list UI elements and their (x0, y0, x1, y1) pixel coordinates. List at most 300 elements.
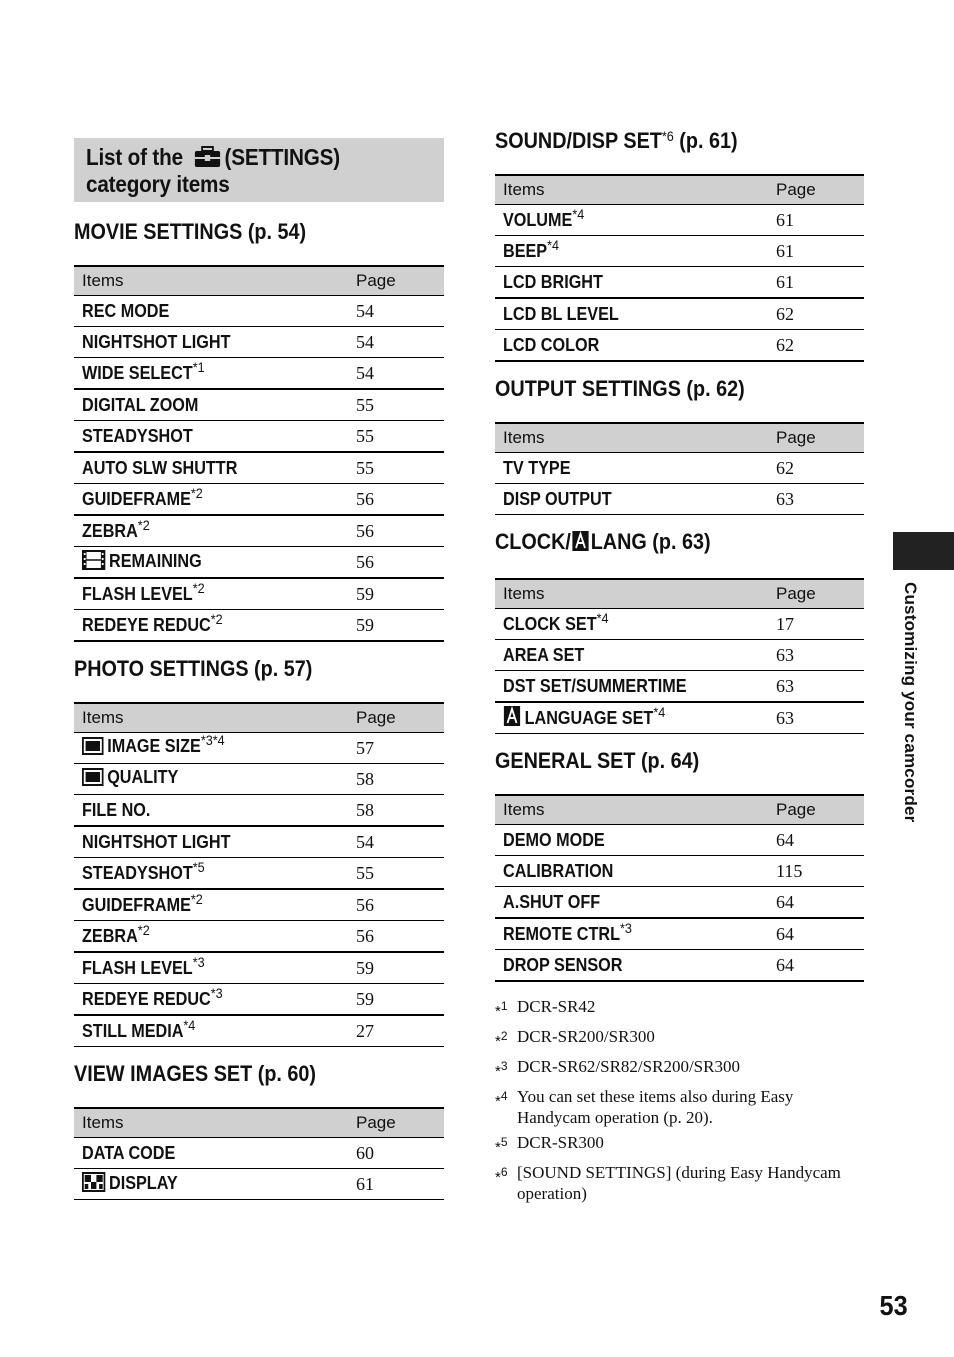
footnote (495, 1162, 864, 1204)
item-cell (74, 921, 356, 953)
column-header-items: Items (495, 423, 776, 453)
page-cell: 55 (356, 858, 444, 890)
table-row (74, 452, 444, 484)
page-cell: 64 (776, 918, 864, 950)
section-heading (74, 219, 407, 245)
table-header-row (74, 266, 444, 296)
settings-section (74, 656, 444, 1047)
item-cell (74, 1169, 356, 1200)
page-cell: 58 (356, 764, 444, 795)
item-footnote-ref: *3 (210, 984, 223, 1001)
item-label-wrap (82, 1143, 175, 1164)
item-name: REC MODE (82, 300, 170, 321)
item-name: NIGHTSHOT LIGHT (82, 831, 231, 852)
item-label-wrap (82, 484, 203, 510)
settings-section (74, 219, 444, 642)
footnote (495, 1026, 864, 1052)
table-row (495, 205, 864, 236)
item-footnote-ref: *2 (190, 484, 203, 501)
page-cell: 56 (356, 484, 444, 516)
item-cell (495, 856, 776, 887)
page-cell: 59 (356, 984, 444, 1016)
item-name: REDEYE REDUC (82, 614, 211, 635)
column-header-items: Items (74, 266, 356, 296)
item-name: AUTO SLW SHUTTR (82, 457, 238, 478)
page-cell: 56 (356, 889, 444, 921)
item-name: LCD COLOR (503, 334, 600, 355)
item-label-wrap (82, 458, 237, 479)
item-name: DIGITAL ZOOM (82, 394, 199, 415)
page-cell: 57 (356, 733, 444, 764)
column-header-page: Page (776, 795, 864, 825)
table-row (74, 610, 444, 642)
settings-table (495, 174, 864, 362)
right-column (495, 128, 864, 1208)
item-label-wrap (503, 830, 605, 851)
item-name: CALIBRATION (503, 860, 614, 881)
page-cell: 115 (776, 856, 864, 887)
table-row (495, 267, 864, 299)
item-label-wrap (503, 489, 612, 510)
page-cell: 56 (356, 547, 444, 579)
item-footnote-ref: *4 (547, 236, 560, 253)
table-header-row (495, 579, 864, 609)
item-cell (495, 671, 776, 703)
column-header-page: Page (356, 703, 444, 733)
item-name: LCD BL LEVEL (503, 303, 619, 324)
item-cell (495, 825, 776, 856)
item-cell (74, 515, 356, 547)
item-cell (74, 795, 356, 827)
section-title-suffix: LANG (p. 63) (590, 529, 711, 554)
table-row (495, 640, 864, 671)
footnote (495, 996, 864, 1022)
table-row (495, 236, 864, 267)
item-label-wrap (82, 921, 150, 947)
page-cell: 62 (776, 330, 864, 362)
page-cell: 27 (356, 1015, 444, 1047)
item-name: CLOCK SET (503, 613, 597, 634)
item-name: REMOTE CTRL (503, 923, 620, 944)
item-footnote-ref: *3 (620, 919, 632, 936)
item-footnote-ref: *2 (137, 516, 150, 533)
page-cell: 54 (356, 826, 444, 858)
item-name: VOLUME (503, 209, 573, 230)
table-row (74, 327, 444, 358)
page-cell: 55 (356, 389, 444, 421)
table-header-row (74, 703, 444, 733)
section-heading (495, 529, 827, 558)
column-header-items: Items (74, 703, 356, 733)
table-row (74, 984, 444, 1016)
page-cell: 59 (356, 610, 444, 642)
item-cell (495, 267, 776, 299)
item-cell (74, 733, 356, 764)
table-row (495, 453, 864, 484)
page-cell: 59 (356, 578, 444, 610)
category-title-box (74, 138, 444, 202)
column-header-items: Items (74, 1108, 356, 1138)
item-name: GUIDEFRAME (82, 894, 191, 915)
item-name: ZEBRA (82, 925, 138, 946)
page-cell: 56 (356, 515, 444, 547)
item-cell (495, 609, 776, 640)
page-cell: 55 (356, 421, 444, 453)
footnote-text: [SOUND SETTINGS] (during Easy Handycam operation) (517, 1163, 841, 1203)
page-cell: 54 (356, 327, 444, 358)
table-row (74, 1169, 444, 1200)
footnote-number: 2 (500, 1029, 508, 1043)
column-header-items: Items (495, 175, 776, 205)
table-row (74, 764, 444, 795)
item-footnote-ref: *2 (190, 890, 203, 907)
item-cell (495, 484, 776, 515)
section-heading (495, 376, 827, 402)
section-title: SOUND/DISP SET (495, 128, 662, 153)
item-cell (74, 484, 356, 516)
item-name: DEMO MODE (503, 829, 605, 850)
item-footnote-ref: *1 (192, 358, 205, 375)
footnote-number: 5 (500, 1135, 508, 1149)
section-heading (495, 128, 827, 154)
item-name: DATA CODE (82, 1142, 176, 1163)
footnote-number: 4 (500, 1089, 508, 1103)
photo-icon (82, 768, 104, 791)
page-number: 53 (879, 1290, 908, 1321)
item-label-wrap (503, 919, 632, 945)
page-cell: 64 (776, 887, 864, 919)
column-header-page: Page (776, 423, 864, 453)
table-header-row (74, 1108, 444, 1138)
table-row (74, 515, 444, 547)
page-cell: 61 (776, 267, 864, 299)
item-label-wrap (82, 332, 231, 353)
column-header-items: Items (495, 579, 776, 609)
page-cell: 64 (776, 825, 864, 856)
footnote-text: DCR-SR200/SR300 (517, 1027, 655, 1046)
page-cell: 62 (776, 298, 864, 330)
item-name: QUALITY (107, 767, 179, 787)
table-row (74, 547, 444, 579)
item-label-wrap (82, 858, 205, 884)
section-heading (495, 748, 827, 774)
footnote-mark: *$^2$ (495, 1029, 508, 1050)
item-label-wrap (503, 458, 571, 479)
section-title: GENERAL SET (p. 64) (495, 748, 700, 773)
item-label-wrap (82, 1172, 178, 1197)
item-label-wrap (82, 516, 150, 542)
item-name: DISP OUTPUT (503, 488, 612, 509)
footnote (495, 1086, 864, 1128)
item-label-wrap (82, 732, 225, 760)
item-name: ZEBRA (82, 520, 138, 541)
table-row (74, 921, 444, 953)
item-footnote-ref: *5 (192, 858, 205, 875)
item-cell (74, 764, 356, 795)
item-cell (74, 421, 356, 453)
item-cell (74, 547, 356, 579)
item-name: A.SHUT OFF (503, 891, 601, 912)
settings-section (495, 748, 864, 982)
item-cell (495, 950, 776, 982)
item-cell (495, 330, 776, 362)
table-row (74, 826, 444, 858)
item-name: REDEYE REDUC (82, 988, 211, 1009)
language-a-icon (503, 705, 521, 732)
chapter-tab-label: Customizing your camcorder (901, 582, 920, 823)
column-header-page: Page (356, 1108, 444, 1138)
footnote (495, 1132, 864, 1158)
table-row (74, 733, 444, 764)
category-title-prefix: List of the (86, 144, 183, 170)
category-title-line2: category items (86, 171, 230, 197)
page-cell: 17 (776, 609, 864, 640)
footnote-mark: *$^6$ (495, 1165, 508, 1186)
item-cell (74, 358, 356, 390)
item-name: LCD BRIGHT (503, 271, 603, 292)
item-label-wrap (503, 205, 585, 231)
page-cell: 63 (776, 640, 864, 671)
section-title: CLOCK/ (495, 529, 571, 554)
item-cell (74, 296, 356, 327)
page-cell: 59 (356, 952, 444, 984)
item-name: FILE NO. (82, 799, 151, 820)
section-title: OUTPUT SETTINGS (p. 62) (495, 376, 745, 401)
table-row (495, 702, 864, 734)
footnote-text: DCR-SR300 (517, 1133, 604, 1152)
photo-icon (82, 737, 104, 760)
footnotes (495, 996, 864, 1204)
item-name: STEADYSHOT (82, 425, 193, 446)
item-cell (74, 826, 356, 858)
item-footnote-ref: *4 (183, 1016, 196, 1033)
item-cell (495, 918, 776, 950)
item-label-wrap (503, 705, 665, 732)
item-label-wrap (503, 304, 619, 325)
item-name: NIGHTSHOT LIGHT (82, 331, 231, 352)
footnote-number: 6 (500, 1165, 508, 1179)
item-name: DISPLAY (109, 1172, 178, 1193)
item-cell (74, 1015, 356, 1047)
page-cell: 58 (356, 795, 444, 827)
table-row (495, 671, 864, 703)
item-name: DROP SENSOR (503, 954, 623, 975)
section-title: MOVIE SETTINGS (p. 54) (74, 219, 307, 244)
footnote (495, 1056, 864, 1082)
settings-section (495, 529, 864, 734)
footnote-mark: *$^4$ (495, 1089, 508, 1110)
item-label-wrap (82, 301, 169, 322)
footnote-text: DCR-SR62/SR82/SR200/SR300 (517, 1057, 740, 1076)
item-label-wrap (503, 335, 599, 356)
settings-section (74, 1061, 444, 1200)
table-row (495, 950, 864, 982)
item-label-wrap (82, 767, 178, 791)
table-row (74, 795, 444, 827)
item-label-wrap (503, 645, 584, 666)
item-cell (495, 236, 776, 267)
table-row (74, 296, 444, 327)
table-row (495, 484, 864, 515)
table-row (495, 330, 864, 362)
section-title-suffix: (p. 61) (673, 128, 738, 153)
item-cell (74, 952, 356, 984)
table-row (74, 484, 444, 516)
item-label-wrap (82, 395, 198, 416)
item-name: GUIDEFRAME (82, 488, 191, 509)
left-column (74, 138, 444, 1200)
table-row (74, 421, 444, 453)
item-cell (74, 858, 356, 890)
language-a-icon (572, 530, 590, 558)
item-cell (74, 578, 356, 610)
page-cell: 64 (776, 950, 864, 982)
item-footnote-ref: *2 (192, 579, 205, 596)
column-header-items: Items (495, 795, 776, 825)
page-cell: 54 (356, 358, 444, 390)
page-cell: 54 (356, 296, 444, 327)
column-header-page: Page (356, 266, 444, 296)
page-cell: 60 (356, 1138, 444, 1169)
settings-table (74, 265, 444, 642)
item-footnote-ref: *2 (210, 610, 223, 627)
item-label-wrap (82, 426, 193, 447)
table-row (495, 298, 864, 330)
item-name: TV TYPE (503, 457, 571, 478)
table-row (74, 889, 444, 921)
table-row (74, 578, 444, 610)
item-label-wrap (503, 892, 600, 913)
item-footnote-ref: *4 (596, 609, 609, 626)
table-row (495, 825, 864, 856)
page-cell: 61 (776, 205, 864, 236)
item-footnote-ref: *3 (192, 953, 205, 970)
chapter-tab (893, 532, 954, 570)
section-title-footnote: *6 (661, 128, 674, 144)
table-row (74, 952, 444, 984)
settings-table (495, 578, 864, 734)
table-row (495, 918, 864, 950)
item-label-wrap (503, 676, 687, 697)
item-label-wrap (82, 550, 202, 575)
item-label-wrap (82, 890, 203, 916)
item-label-wrap (503, 236, 560, 262)
item-cell (74, 984, 356, 1016)
item-cell (74, 610, 356, 642)
table-row (74, 358, 444, 390)
footnote-text: DCR-SR42 (517, 997, 596, 1016)
section-heading (74, 1061, 407, 1087)
item-name: LANGUAGE SET (524, 707, 654, 728)
table-row (495, 856, 864, 887)
item-name: FLASH LEVEL (82, 957, 193, 978)
item-label-wrap (82, 984, 223, 1010)
footnote-mark: *$^1$ (495, 999, 508, 1020)
settings-table (74, 1107, 444, 1200)
page-cell: 63 (776, 671, 864, 703)
film-icon (82, 550, 105, 575)
settings-table (74, 702, 444, 1047)
settings-table (495, 422, 864, 515)
table-row (74, 389, 444, 421)
item-name: FLASH LEVEL (82, 583, 193, 604)
item-cell (74, 1138, 356, 1169)
column-header-page: Page (776, 175, 864, 205)
item-footnote-ref: *4 (572, 205, 585, 222)
item-footnote-ref: *3*4 (200, 732, 225, 748)
item-name: BEEP (503, 240, 548, 261)
item-name: DST SET/SUMMERTIME (503, 675, 687, 696)
table-header-row (495, 175, 864, 205)
item-label-wrap (82, 579, 205, 605)
settings-section (495, 128, 864, 362)
item-label-wrap (82, 800, 150, 821)
item-cell (495, 205, 776, 236)
table-row (74, 1015, 444, 1047)
category-title-suffix: (SETTINGS) (224, 144, 341, 170)
item-cell (74, 389, 356, 421)
item-label-wrap (82, 832, 231, 853)
section-title: PHOTO SETTINGS (p. 57) (74, 656, 313, 681)
page-cell: 63 (776, 484, 864, 515)
toolbox-icon (194, 146, 221, 168)
item-footnote-ref: *2 (137, 921, 150, 938)
footnote-mark: *$^5$ (495, 1135, 508, 1156)
item-label-wrap (82, 1016, 196, 1042)
item-label-wrap (503, 955, 622, 976)
section-heading (74, 656, 407, 682)
settings-table (495, 794, 864, 982)
item-cell (495, 887, 776, 919)
item-cell (74, 327, 356, 358)
footnote-mark: *$^3$ (495, 1059, 508, 1080)
item-name: AREA SET (503, 644, 585, 665)
page-cell: 62 (776, 453, 864, 484)
table-row (74, 858, 444, 890)
item-name: REMAINING (109, 550, 202, 571)
item-label-wrap (503, 272, 603, 293)
item-name: WIDE SELECT (82, 362, 193, 383)
item-label-wrap (82, 358, 205, 384)
table-row (74, 1138, 444, 1169)
item-name: IMAGE SIZE (107, 736, 201, 756)
display-icon (82, 1172, 105, 1197)
page-cell: 61 (356, 1169, 444, 1200)
right-sections (495, 128, 864, 982)
item-cell (495, 298, 776, 330)
left-sections (74, 219, 444, 1200)
item-cell (74, 889, 356, 921)
page-cell: 56 (356, 921, 444, 953)
table-row (495, 887, 864, 919)
table-header-row (495, 423, 864, 453)
item-name: STEADYSHOT (82, 862, 193, 883)
item-cell (495, 640, 776, 671)
column-header-page: Page (776, 579, 864, 609)
item-label-wrap (82, 610, 223, 636)
item-cell (495, 702, 776, 734)
item-cell (495, 453, 776, 484)
table-row (495, 609, 864, 640)
item-cell (74, 452, 356, 484)
section-title: VIEW IMAGES SET (p. 60) (74, 1061, 317, 1086)
item-label-wrap (503, 609, 609, 635)
table-header-row (495, 795, 864, 825)
footnote-number: 1 (500, 999, 508, 1013)
item-footnote-ref: *4 (653, 703, 666, 720)
item-label-wrap (503, 861, 613, 882)
item-name: STILL MEDIA (82, 1020, 184, 1041)
